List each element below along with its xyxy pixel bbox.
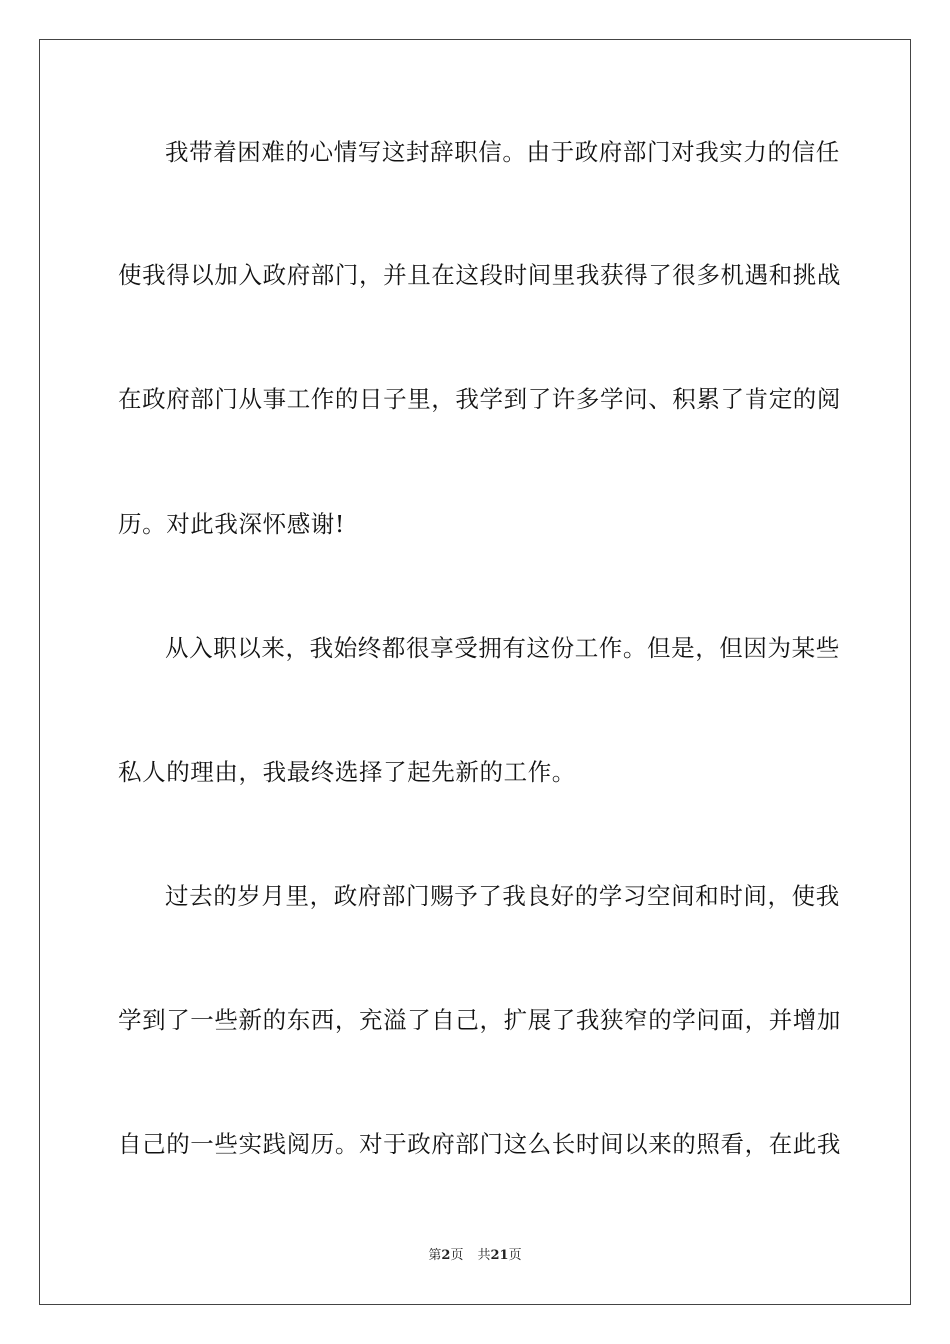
paragraph-line-4: 历。对此我深怀感谢! xyxy=(118,510,345,538)
paragraph-line-8: 学到了一些新的东西，充溢了自己，扩展了我狭窄的学问面，并增加 xyxy=(118,1006,841,1034)
footer-total-number: 21 xyxy=(490,1248,509,1263)
page-border xyxy=(39,39,911,1305)
paragraph-line-9: 自己的一些实践阅历。对于政府部门这么长时间以来的照看，在此我 xyxy=(118,1130,841,1158)
paragraph-line-5: 从入职以来，我始终都很享受拥有这份工作。但是，但因为某些 xyxy=(165,634,840,662)
paragraph-line-1: 我带着困难的心情写这封辞职信。由于政府部门对我实力的信任 xyxy=(165,138,840,166)
footer-page-suffix: 页 xyxy=(450,1248,464,1263)
paragraph-line-6: 私人的理由，我最终选择了起先新的工作。 xyxy=(118,758,576,786)
footer-total-suffix: 页 xyxy=(508,1248,522,1263)
paragraph-line-2: 使我得以加入政府部门，并且在这段时间里我获得了很多机遇和挑战 xyxy=(118,261,841,289)
page-footer xyxy=(0,1247,950,1265)
paragraph-line-7: 过去的岁月里，政府部门赐予了我良好的学习空间和时间，使我 xyxy=(165,882,840,910)
paragraph-line-3: 在政府部门从事工作的日子里，我学到了许多学问、积累了肯定的阅 xyxy=(118,385,841,413)
footer-page-prefix: 第 xyxy=(428,1248,442,1263)
footer-page-number: 2 xyxy=(441,1248,451,1263)
footer-total-prefix: 共 xyxy=(477,1248,491,1263)
